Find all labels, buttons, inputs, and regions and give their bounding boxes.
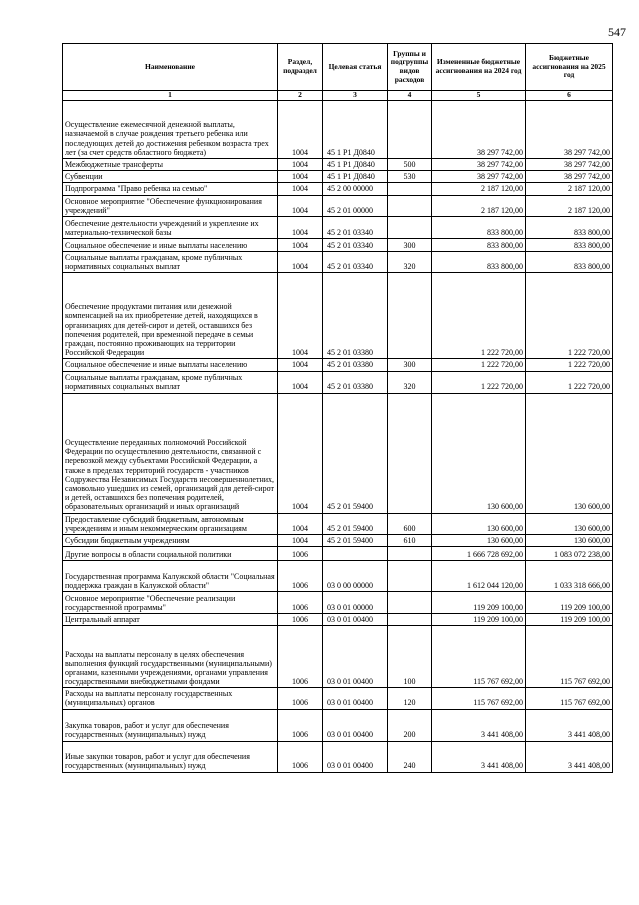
row-group-cell: 100 (388, 626, 432, 688)
row-group-cell (388, 183, 432, 195)
row-amount-2025-cell: 3 441 408,00 (526, 741, 613, 772)
column-number: 4 (388, 91, 432, 101)
row-name-cell: Обеспечение деятельности учреждений и укрепление их материально-технической базы (63, 216, 278, 238)
row-amount-2024-cell: 115 767 692,00 (432, 626, 526, 688)
row-amount-2024-cell: 833 800,00 (432, 238, 526, 251)
row-amount-2025-cell: 1 222 720,00 (526, 371, 613, 393)
row-name-cell: Расходы на выплаты персоналу государственных (муниципальных) органов (63, 688, 278, 709)
table-row (63, 183, 613, 195)
table-row (63, 101, 613, 159)
row-group-cell (388, 393, 432, 513)
row-target-cell (323, 547, 388, 561)
row-section-cell: 1006 (278, 561, 323, 592)
row-group-cell: 500 (388, 159, 432, 171)
row-section-cell: 1006 (278, 592, 323, 614)
header-budget-2025: Бюджетные ассигнования на 2025 год (526, 44, 613, 91)
row-name-cell: Социальные выплаты гражданам, кроме публичных нормативных социальных выплат (63, 251, 278, 272)
row-section-cell: 1006 (278, 626, 323, 688)
row-amount-2024-cell: 3 441 408,00 (432, 709, 526, 741)
row-amount-2024-cell: 130 600,00 (432, 393, 526, 513)
row-amount-2025-cell: 38 297 742,00 (526, 159, 613, 171)
row-amount-2025-cell: 2 187 120,00 (526, 195, 613, 216)
row-section-cell: 1004 (278, 171, 323, 183)
row-group-cell (388, 547, 432, 561)
table-row (63, 513, 613, 534)
table-row (63, 741, 613, 772)
row-group-cell: 300 (388, 238, 432, 251)
row-amount-2024-cell: 38 297 742,00 (432, 159, 526, 171)
row-target-cell: 45 2 01 03340 (323, 216, 388, 238)
row-section-cell: 1004 (278, 273, 323, 359)
row-amount-2024-cell: 1 222 720,00 (432, 371, 526, 393)
row-section-cell: 1006 (278, 614, 323, 626)
table-row (63, 561, 613, 592)
header-groups: Группы и подгруппы видов расходов (388, 44, 432, 91)
row-amount-2024-cell: 3 441 408,00 (432, 741, 526, 772)
row-amount-2025-cell: 130 600,00 (526, 393, 613, 513)
header-section: Раздел, подраздел (278, 44, 323, 91)
row-group-cell (388, 273, 432, 359)
row-section-cell: 1004 (278, 251, 323, 272)
table-row (63, 195, 613, 216)
table-row (63, 273, 613, 359)
row-group-cell (388, 195, 432, 216)
row-target-cell: 45 2 01 00000 (323, 195, 388, 216)
row-target-cell: 45 1 Р1 Д0840 (323, 171, 388, 183)
row-name-cell: Расходы на выплаты персоналу в целях обеспечения выполнения функций государственными (муниципальными) органами, казенными учреждениями, органами управления государственными внебюджетными фондами (63, 626, 278, 688)
table-row (63, 159, 613, 171)
table-row (63, 238, 613, 251)
table-row (63, 688, 613, 709)
row-target-cell: 45 2 01 03340 (323, 251, 388, 272)
header-row (63, 44, 613, 91)
row-section-cell: 1004 (278, 183, 323, 195)
row-amount-2024-cell: 833 800,00 (432, 216, 526, 238)
row-group-cell: 320 (388, 251, 432, 272)
row-name-cell: Основное мероприятие "Обеспечение реализации государственной программы" (63, 592, 278, 614)
row-name-cell: Закупка товаров, работ и услуг для обеспечения государственных (муниципальных) нужд (63, 709, 278, 741)
row-amount-2025-cell: 1 222 720,00 (526, 359, 613, 371)
row-amount-2025-cell: 3 441 408,00 (526, 709, 613, 741)
table-row (63, 534, 613, 546)
row-section-cell: 1004 (278, 159, 323, 171)
page-number: 547 (608, 25, 626, 39)
row-section-cell: 1004 (278, 216, 323, 238)
row-section-cell: 1004 (278, 534, 323, 546)
row-amount-2024-cell: 115 767 692,00 (432, 688, 526, 709)
row-section-cell: 1006 (278, 709, 323, 741)
row-amount-2025-cell: 130 600,00 (526, 534, 613, 546)
row-name-cell: Осуществление переданных полномочий Российской Федерации по осуществлению деятельности, связанной с перевозкой между субъектами Российской Федерации, а также в пределах территорий государств - участников Содружества Независимых Государств несовершеннолетних, самовольно ушедших из семей, организаций для детей-сирот и детей, оставшихся без попечения родителей, образовательных организаций и иных организаций (63, 393, 278, 513)
table-row (63, 547, 613, 561)
row-group-cell: 200 (388, 709, 432, 741)
column-number: 5 (432, 91, 526, 101)
row-name-cell: Социальные выплаты гражданам, кроме публичных нормативных социальных выплат (63, 371, 278, 393)
column-number: 1 (63, 91, 278, 101)
row-name-cell: Социальное обеспечение и иные выплаты населению (63, 359, 278, 371)
row-amount-2025-cell: 38 297 742,00 (526, 171, 613, 183)
row-group-cell (388, 101, 432, 159)
table-row (63, 592, 613, 614)
row-target-cell: 45 2 01 03380 (323, 273, 388, 359)
row-amount-2025-cell: 130 600,00 (526, 513, 613, 534)
row-name-cell: Государственная программа Калужской области "Социальная поддержка граждан в Калужской области" (63, 561, 278, 592)
row-name-cell: Субвенции (63, 171, 278, 183)
table-row (63, 251, 613, 272)
row-target-cell: 45 2 01 03380 (323, 359, 388, 371)
row-section-cell: 1004 (278, 359, 323, 371)
row-amount-2025-cell: 1 033 318 666,00 (526, 561, 613, 592)
row-name-cell: Основное мероприятие "Обеспечение функционирования учреждений" (63, 195, 278, 216)
row-amount-2024-cell: 130 600,00 (432, 534, 526, 546)
table-row (63, 614, 613, 626)
row-name-cell: Центральный аппарат (63, 614, 278, 626)
table-row (63, 709, 613, 741)
row-amount-2025-cell: 1 083 072 238,00 (526, 547, 613, 561)
column-number: 3 (323, 91, 388, 101)
column-number-row (63, 91, 613, 101)
row-target-cell: 45 2 01 03340 (323, 238, 388, 251)
row-group-cell: 610 (388, 534, 432, 546)
row-name-cell: Обеспечение продуктами питания или денежной компенсацией на их приобретение детей, находящихся в организациях для детей-сирот и детей, оставшихся без попечения родителей, при временной передаче в семьи граждан, постоянно проживающих на территории Российской Федерации (63, 273, 278, 359)
row-section-cell: 1006 (278, 741, 323, 772)
row-target-cell: 03 0 00 00000 (323, 561, 388, 592)
table-row (63, 626, 613, 688)
column-number: 6 (526, 91, 613, 101)
row-group-cell (388, 561, 432, 592)
row-amount-2024-cell: 38 297 742,00 (432, 171, 526, 183)
row-amount-2024-cell: 1 666 728 692,00 (432, 547, 526, 561)
row-group-cell: 120 (388, 688, 432, 709)
row-group-cell: 600 (388, 513, 432, 534)
row-target-cell: 45 2 01 59400 (323, 534, 388, 546)
table-row (63, 216, 613, 238)
row-amount-2024-cell: 1 222 720,00 (432, 273, 526, 359)
column-number: 2 (278, 91, 323, 101)
row-section-cell: 1004 (278, 393, 323, 513)
row-group-cell (388, 592, 432, 614)
row-amount-2025-cell: 115 767 692,00 (526, 626, 613, 688)
row-target-cell: 45 2 01 59400 (323, 513, 388, 534)
row-amount-2024-cell: 833 800,00 (432, 251, 526, 272)
row-target-cell: 45 2 01 03380 (323, 371, 388, 393)
row-amount-2024-cell: 1 222 720,00 (432, 359, 526, 371)
row-target-cell: 03 0 01 00400 (323, 741, 388, 772)
header-changed-2024: Измененные бюджетные ассигнования на 2024 год (432, 44, 526, 91)
header-name: Наименование (63, 44, 278, 91)
row-group-cell (388, 216, 432, 238)
row-amount-2025-cell: 119 209 100,00 (526, 614, 613, 626)
row-name-cell: Социальное обеспечение и иные выплаты населению (63, 238, 278, 251)
row-amount-2025-cell: 833 800,00 (526, 216, 613, 238)
table-row (63, 171, 613, 183)
row-amount-2025-cell: 38 297 742,00 (526, 101, 613, 159)
row-name-cell: Осуществление ежемесячной денежной выплаты, назначаемой в случае рождения третьего ребенка или последующих детей до достижения ребенком возраста трех лет (за счет средств областного бюджета) (63, 101, 278, 159)
row-amount-2025-cell: 1 222 720,00 (526, 273, 613, 359)
budget-table (62, 43, 613, 773)
row-amount-2025-cell: 2 187 120,00 (526, 183, 613, 195)
row-target-cell: 45 2 01 59400 (323, 393, 388, 513)
row-group-cell: 530 (388, 171, 432, 183)
row-group-cell: 300 (388, 359, 432, 371)
header-target: Целевая статья (323, 44, 388, 91)
row-name-cell: Иные закупки товаров, работ и услуг для обеспечения государственных (муниципальных) нужд (63, 741, 278, 772)
row-name-cell: Субсидии бюджетным учреждениям (63, 534, 278, 546)
row-target-cell: 45 1 Р1 Д0840 (323, 101, 388, 159)
row-target-cell: 03 0 01 00400 (323, 688, 388, 709)
row-amount-2024-cell: 1 612 044 120,00 (432, 561, 526, 592)
table-row (63, 393, 613, 513)
row-amount-2024-cell: 2 187 120,00 (432, 195, 526, 216)
row-name-cell: Подпрограмма "Право ребенка на семью" (63, 183, 278, 195)
row-amount-2024-cell: 2 187 120,00 (432, 183, 526, 195)
row-target-cell: 03 0 01 00400 (323, 614, 388, 626)
row-amount-2024-cell: 130 600,00 (432, 513, 526, 534)
row-target-cell: 45 1 Р1 Д0840 (323, 159, 388, 171)
row-amount-2025-cell: 115 767 692,00 (526, 688, 613, 709)
row-target-cell: 03 0 01 00400 (323, 709, 388, 741)
row-section-cell: 1004 (278, 101, 323, 159)
row-amount-2024-cell: 38 297 742,00 (432, 101, 526, 159)
row-section-cell: 1004 (278, 513, 323, 534)
row-section-cell: 1006 (278, 547, 323, 561)
row-amount-2024-cell: 119 209 100,00 (432, 592, 526, 614)
row-section-cell: 1004 (278, 195, 323, 216)
row-amount-2025-cell: 833 800,00 (526, 238, 613, 251)
row-section-cell: 1004 (278, 371, 323, 393)
row-group-cell: 240 (388, 741, 432, 772)
row-target-cell: 03 0 01 00000 (323, 592, 388, 614)
row-target-cell: 45 2 00 00000 (323, 183, 388, 195)
row-section-cell: 1006 (278, 688, 323, 709)
row-group-cell: 320 (388, 371, 432, 393)
table-row (63, 359, 613, 371)
row-name-cell: Другие вопросы в области социальной политики (63, 547, 278, 561)
row-target-cell: 03 0 01 00400 (323, 626, 388, 688)
row-name-cell: Предоставление субсидий бюджетным, автономным учреждениям и иным некоммерческим организациям (63, 513, 278, 534)
row-amount-2024-cell: 119 209 100,00 (432, 614, 526, 626)
table-row (63, 371, 613, 393)
row-amount-2025-cell: 119 209 100,00 (526, 592, 613, 614)
row-amount-2025-cell: 833 800,00 (526, 251, 613, 272)
row-section-cell: 1004 (278, 238, 323, 251)
row-group-cell (388, 614, 432, 626)
row-name-cell: Межбюджетные трансферты (63, 159, 278, 171)
